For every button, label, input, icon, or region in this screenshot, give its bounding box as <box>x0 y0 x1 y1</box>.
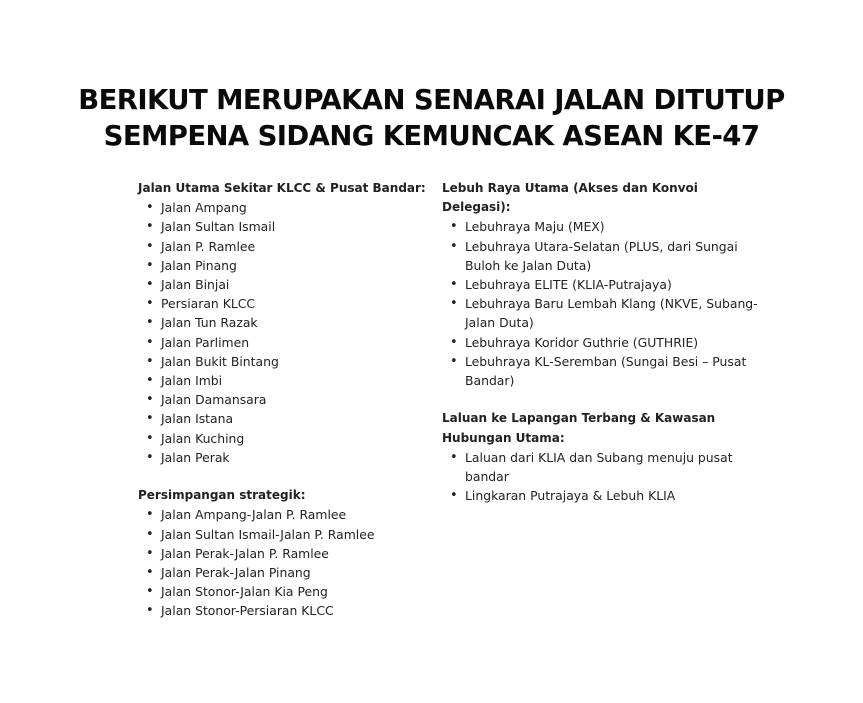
list-item: • Jalan Bukit Bintang <box>138 352 428 371</box>
list-item: • Lebuhraya ELITE (KLIA-Putrajaya) <box>442 275 762 294</box>
list-item: • Lingkaran Putrajaya & Lebuh KLIA <box>442 486 762 505</box>
list-item: • Jalan Damansara <box>138 390 428 409</box>
list-item: • Persiaran KLCC <box>138 294 428 313</box>
list-item: • Jalan Ampang <box>138 198 428 217</box>
main-roads-heading: Jalan Utama Sekitar KLCC & Pusat Bandar: <box>138 181 426 195</box>
main-roads-list <box>138 198 428 467</box>
highways-heading: Lebuh Raya Utama (Akses dan Konvoi Delegasi): <box>442 181 698 215</box>
main-roads-section <box>138 179 428 467</box>
list-item: • Jalan Ampang-Jalan P. Ramlee <box>138 505 428 524</box>
airport-routes-section <box>442 409 762 505</box>
right-column <box>442 179 762 525</box>
list-item: • Jalan Kuching <box>138 429 428 448</box>
list-item: • Lebuhraya Baru Lembah Klang (NKVE, Subang-Jalan Duta) <box>442 294 762 332</box>
list-item: • Jalan Istana <box>138 409 428 428</box>
list-item: • Lebuhraya KL-Seremban (Sungai Besi – Pusat Bandar) <box>442 352 762 390</box>
junctions-list <box>138 505 428 620</box>
list-item: • Jalan Perak-Jalan P. Ramlee <box>138 544 428 563</box>
airport-routes-heading: Laluan ke Lapangan Terbang & Kawasan Hubungan Utama: <box>442 411 716 445</box>
list-item: • Jalan Tun Razak <box>138 313 428 332</box>
list-item: • Laluan dari KLIA dan Subang menuju pusat bandar <box>442 448 762 486</box>
list-item: • Jalan Perak <box>138 448 428 467</box>
list-item: • Jalan Parlimen <box>138 333 428 352</box>
title-line-2: SEMPENA SIDANG KEMUNCAK ASEAN KE-47 <box>103 120 760 152</box>
airport-routes-list <box>442 448 762 506</box>
list-item: • Lebuhraya Maju (MEX) <box>442 217 762 236</box>
list-item: • Jalan Binjai <box>138 275 428 294</box>
list-item: • Jalan Imbi <box>138 371 428 390</box>
list-item: • Jalan Pinang <box>138 256 428 275</box>
junctions-heading: Persimpangan strategik: <box>138 488 306 503</box>
list-item: • Lebuhraya Koridor Guthrie (GUTHRIE) <box>442 333 762 352</box>
highways-list <box>442 217 762 390</box>
highways-section <box>442 179 762 390</box>
list-item: • Lebuhraya Utara-Selatan (PLUS, dari Sungai Buloh ke Jalan Duta) <box>442 237 762 275</box>
left-column <box>138 179 428 640</box>
list-item: • Jalan Perak-Jalan Pinang <box>138 563 428 582</box>
page-title <box>0 82 863 154</box>
title-line-1: BERIKUT MERUPAKAN SENARAI JALAN DITUTUP <box>78 84 785 116</box>
list-item: • Jalan Stonor-Jalan Kia Peng <box>138 582 428 601</box>
list-item: • Jalan Stonor-Persiaran KLCC <box>138 601 428 620</box>
list-item: • Jalan Sultan Ismail <box>138 217 428 236</box>
list-item: • Jalan P. Ramlee <box>138 237 428 256</box>
list-item: • Jalan Sultan Ismail-Jalan P. Ramlee <box>138 525 428 544</box>
junctions-section <box>138 486 428 620</box>
